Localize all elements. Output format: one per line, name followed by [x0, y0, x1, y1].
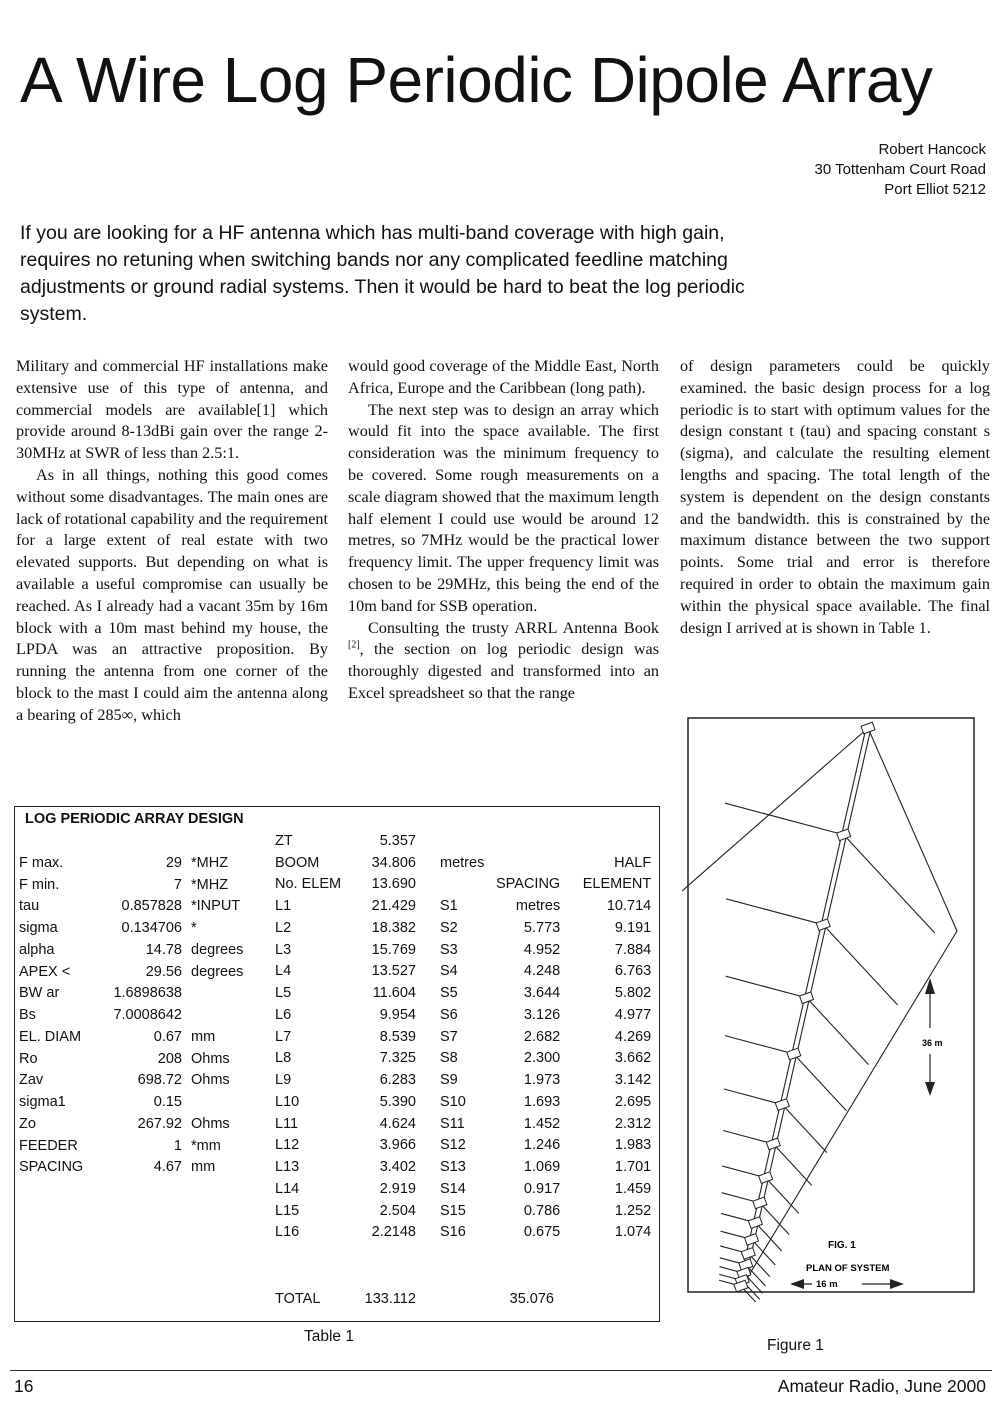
parameter-row — [19, 852, 262, 874]
spacing-value: 1.069 — [523, 1159, 561, 1176]
half-element: 9.191 — [614, 919, 652, 936]
spacing-label: S3 — [440, 941, 458, 958]
parameter-row — [19, 917, 262, 939]
support-line — [682, 728, 868, 891]
dipole-element-line — [725, 803, 844, 835]
element-length: 3.966 — [379, 1137, 416, 1154]
half-element: 3.662 — [614, 1050, 652, 1067]
spacing-label: S4 — [440, 963, 458, 980]
param-name: SPACING — [19, 1159, 84, 1176]
spacing-value: 2.682 — [523, 1028, 561, 1045]
spacing-value: 1.452 — [523, 1115, 561, 1132]
param-name: alpha — [19, 941, 55, 958]
spacing-label: S5 — [440, 985, 458, 1002]
page-number: 16 — [14, 1376, 34, 1396]
param-value: 267.92 — [137, 1115, 182, 1132]
param-name: F min. — [19, 876, 60, 893]
element-label: L11 — [275, 1115, 299, 1132]
parameter-row — [19, 1135, 262, 1157]
summary-c5: ELEMENT — [582, 876, 652, 893]
figure-1-diagram — [682, 716, 992, 1302]
element-label: L16 — [275, 1224, 300, 1241]
param-unit — [182, 983, 262, 1005]
table-title: LOG PERIODIC ARRAY DESIGN — [25, 811, 244, 827]
param-name: Bs — [19, 1007, 36, 1024]
param-value: 0.67 — [153, 1028, 182, 1045]
summary-c5: HALF — [614, 854, 652, 871]
parameter-table — [19, 852, 262, 1178]
spacing-label: S13 — [440, 1159, 466, 1176]
element-length: 18.382 — [371, 919, 416, 936]
footer-rule — [10, 1370, 992, 1371]
parameter-row — [19, 939, 262, 961]
element-label: L8 — [275, 1050, 292, 1067]
spacing-label: S9 — [440, 1072, 458, 1089]
element-row — [275, 1091, 651, 1113]
param-value: 29.56 — [145, 963, 182, 980]
summary-label: BOOM — [275, 854, 320, 871]
param-value: 29 — [165, 854, 182, 871]
width-label: 16 m — [816, 1279, 838, 1290]
insulator-box — [741, 1248, 755, 1260]
parameter-row — [19, 1004, 262, 1026]
spacing-value: 2.300 — [523, 1050, 561, 1067]
body-column-2 — [348, 356, 659, 705]
body-paragraph: As in all things, nothing this good comes without some disadvantages. The main ones are lack of rotational capability and the requirement for a large extent of real estate with two elevated supports. But depending on what is available a useful compromise can usually be reached. As I already had a vacant 35m by 16m block with a 10m mast behind my house, the LPDA was an attractive proposition. By running the antenna from one corner of the block to the mast I could aim the antenna along a bearing of 285∞, which — [16, 465, 328, 724]
body-paragraph: The next step was to design an array which would fit into the space available. The first consideration was the minimum frequency to be covered. Some rough measurements on a scale diagram showed that the maximum length half element I could use would be around 12 metres, so 7MHz would be the practical lower frequency limit. The upper frequency limit was chosen to be 29MHz, this being the end of the 10m band for SSB operation. — [348, 400, 659, 615]
design-table — [14, 806, 660, 1322]
half-element: 1.074 — [614, 1224, 652, 1241]
param-value: 698.72 — [137, 1072, 182, 1089]
param-unit: degrees — [191, 963, 244, 980]
insulator-box — [837, 829, 851, 841]
dipole-element-line — [773, 1144, 811, 1185]
element-row — [275, 1200, 651, 1222]
element-length: 2.504 — [379, 1202, 416, 1219]
element-length: 21.429 — [371, 898, 416, 915]
param-unit: *INPUT — [191, 898, 241, 915]
element-label: L5 — [275, 985, 292, 1002]
insulator-box — [766, 1138, 780, 1150]
plan-label: PLAN OF SYSTEM — [806, 1263, 890, 1274]
element-length: 7.325 — [379, 1050, 416, 1067]
summary-row — [275, 852, 651, 874]
element-row — [275, 1069, 651, 1091]
param-name: Ro — [19, 1050, 38, 1067]
element-length: 5.390 — [379, 1093, 416, 1110]
half-element: 4.977 — [614, 1006, 652, 1023]
spacing-value: 0.675 — [523, 1224, 561, 1241]
parameter-row — [19, 896, 262, 918]
element-label: L9 — [275, 1072, 292, 1089]
element-label: L1 — [275, 898, 292, 915]
param-value: 208 — [157, 1050, 182, 1067]
param-unit: degrees — [191, 941, 244, 958]
table-caption: Table 1 — [304, 1328, 354, 1345]
element-label: L6 — [275, 1006, 292, 1023]
summary-c3 — [416, 874, 496, 896]
spacing-value: 0.917 — [523, 1180, 561, 1197]
dipole-element-line — [807, 998, 869, 1065]
parameter-row — [19, 874, 262, 896]
antenna-plan-svg — [682, 716, 992, 1302]
antenna-insulators — [734, 722, 875, 1292]
element-length: 15.769 — [371, 941, 416, 958]
total-label: TOTAL — [275, 1291, 321, 1307]
dipole-element-line — [726, 899, 823, 925]
param-value: 1 — [173, 1137, 182, 1154]
element-label: L13 — [275, 1159, 300, 1176]
dipole-element-line — [782, 1105, 827, 1153]
parameter-row — [19, 1157, 262, 1179]
summary-c5 — [560, 830, 651, 852]
element-row — [275, 1135, 651, 1157]
figure-border — [688, 718, 974, 1292]
spacing-label: S15 — [440, 1202, 466, 1219]
element-length: 13.527 — [371, 963, 416, 980]
element-row — [275, 895, 651, 917]
body-paragraph: would good coverage of the Middle East, North Africa, Europe and the Caribbean (long path). — [348, 357, 659, 397]
insulator-box — [861, 722, 875, 734]
summary-value: 5.357 — [379, 832, 416, 849]
arrow-head-left-icon — [790, 1279, 804, 1289]
param-value: 14.78 — [145, 941, 182, 958]
parameter-row — [19, 983, 262, 1005]
journal-footer: Amateur Radio, June 2000 — [777, 1376, 986, 1396]
spacing-label: S10 — [440, 1093, 466, 1110]
spacing-value: 0.786 — [523, 1202, 561, 1219]
total-spacing: 35.076 — [509, 1291, 554, 1307]
author-address-line-2: Port Elliot 5212 — [884, 181, 986, 198]
summary-row — [275, 874, 651, 896]
summary-label: ZT — [275, 832, 293, 849]
element-row — [275, 1222, 651, 1244]
param-unit: Ohms — [191, 1050, 230, 1067]
fig-label: FIG. 1 — [828, 1240, 856, 1251]
body-paragraph: of design parameters could be quickly examined. the basic design process for a log periodic is to start with optimum values for the design constant t (tau) and spacing constant s (sigma), and calculate the resulting element lengths and spacing. The total length of the system is dependent on the design constants and the bandwidth. this is constrained by the maximum distance between the two support points. Some trial and error is therefore required in order to obtain the maximum gain within the physical space available. The final design I arrived at is shown in Table 1. — [680, 357, 990, 637]
param-value: 0.857828 — [121, 898, 182, 915]
element-label: L10 — [275, 1093, 300, 1110]
author-block — [815, 140, 987, 200]
spacing-value: 1.973 — [523, 1072, 561, 1089]
param-unit: * — [191, 920, 197, 937]
param-unit: *mm — [191, 1137, 221, 1154]
spacing-label: S12 — [440, 1137, 466, 1154]
spacing-value: 4.248 — [523, 963, 561, 980]
param-name: EL. DIAM — [19, 1028, 82, 1045]
dipole-element-line — [766, 1178, 799, 1214]
param-name: Zo — [19, 1115, 36, 1132]
element-table — [275, 830, 651, 1243]
param-name: Zav — [19, 1072, 44, 1089]
element-label: L15 — [275, 1202, 300, 1219]
param-name: FEEDER — [19, 1137, 78, 1154]
parameter-row — [19, 961, 262, 983]
param-unit: Ohms — [191, 1115, 230, 1132]
figure-caption: Figure 1 — [767, 1337, 824, 1354]
insulator-box — [745, 1234, 759, 1246]
parameter-row — [19, 1026, 262, 1048]
element-length: 8.539 — [379, 1028, 416, 1045]
support-line — [868, 728, 957, 931]
spacing-label: S1 — [440, 898, 458, 915]
param-name: tau — [19, 898, 40, 915]
arrow-head-right-icon — [890, 1279, 904, 1289]
body-paragraph: Military and commercial HF installations make extensive use of this type of antenna, and commercial models are available[1] which provide around 8-13dBi gain over the range 2-30MHz at SWR of less than 2.5:1. — [16, 357, 328, 463]
param-name: sigma1 — [19, 1094, 66, 1111]
element-length: 3.402 — [379, 1159, 416, 1176]
summary-c4: SPACING — [496, 876, 561, 893]
element-row — [275, 1113, 651, 1135]
element-row — [275, 1178, 651, 1200]
half-element: 5.802 — [614, 985, 652, 1002]
half-element: 1.252 — [614, 1202, 652, 1219]
param-unit: mm — [191, 1159, 216, 1176]
article-title: A Wire Log Periodic Dipole Array — [20, 44, 933, 116]
element-label: L3 — [275, 941, 292, 958]
element-length: 6.283 — [379, 1072, 416, 1089]
param-unit — [182, 1091, 262, 1113]
spacing-label: S14 — [440, 1180, 466, 1197]
param-unit — [182, 1004, 262, 1026]
param-unit: *MHZ — [191, 876, 229, 893]
element-row — [275, 961, 651, 983]
body-paragraph: Consulting the trusty ARRL Antenna Book [2], the section on log periodic design was thoroughly digested and transformed into an Excel spreadsheet so that the range — [348, 618, 659, 702]
param-unit: mm — [191, 1028, 216, 1045]
summary-label: No. ELEM — [275, 876, 342, 893]
param-value: 0.134706 — [121, 920, 182, 937]
dipole-element-line — [724, 1089, 782, 1105]
param-value: 4.67 — [153, 1159, 182, 1176]
insulator-box — [759, 1172, 773, 1184]
length-label: 36 m — [922, 1038, 943, 1048]
element-length: 2.919 — [379, 1180, 416, 1197]
author-address-line-1: 30 Tottenham Court Road — [814, 161, 986, 178]
half-element: 1.701 — [614, 1159, 652, 1176]
insulator-box — [800, 992, 814, 1004]
spacing-value: 3.644 — [523, 985, 561, 1002]
half-element: 6.763 — [614, 963, 652, 980]
half-element: 1.983 — [614, 1137, 652, 1154]
param-unit: Ohms — [191, 1072, 230, 1089]
param-unit: *MHZ — [191, 854, 229, 871]
half-element: 3.142 — [614, 1072, 652, 1089]
spacing-value: 5.773 — [523, 919, 561, 936]
dipole-element-line — [760, 1203, 789, 1235]
insulator-box — [753, 1197, 767, 1209]
body-column-1 — [16, 356, 328, 727]
half-element: 2.695 — [614, 1093, 652, 1110]
element-row — [275, 1048, 651, 1070]
summary-c3: metres — [440, 854, 485, 871]
spacing-label: S16 — [440, 1224, 466, 1241]
param-name: BW ar — [19, 985, 60, 1002]
element-row — [275, 1156, 651, 1178]
element-length: 2.2148 — [371, 1224, 416, 1241]
param-value: 1.6898638 — [113, 985, 182, 1002]
dipole-element-line — [725, 1036, 794, 1054]
dipole-element-line — [823, 925, 897, 1005]
element-row — [275, 1004, 651, 1026]
spacing-label: S7 — [440, 1028, 458, 1045]
half-element: 2.312 — [614, 1115, 652, 1132]
element-label: L4 — [275, 963, 292, 980]
summary-row — [275, 830, 651, 852]
insulator-box — [787, 1048, 801, 1060]
dipole-element-line — [794, 1054, 847, 1111]
spacing-label: S8 — [440, 1050, 458, 1067]
element-row — [275, 917, 651, 939]
spacing-value: metres — [515, 898, 561, 915]
parameter-row — [19, 1091, 262, 1113]
half-element: 1.459 — [614, 1180, 652, 1197]
param-value: 7 — [173, 876, 182, 893]
parameter-row — [19, 1048, 262, 1070]
support-line — [740, 931, 957, 1290]
element-label: L14 — [275, 1180, 300, 1197]
element-row — [275, 1026, 651, 1048]
arrow-head-down-icon — [925, 1082, 935, 1096]
element-row — [275, 982, 651, 1004]
parameter-row — [19, 1070, 262, 1092]
element-label: L7 — [275, 1028, 292, 1045]
summary-c3 — [416, 830, 496, 852]
element-label: L2 — [275, 919, 292, 936]
element-label: L12 — [275, 1137, 300, 1154]
spacing-label: S11 — [440, 1115, 465, 1132]
author-name: Robert Hancock — [878, 141, 986, 158]
summary-value: 34.806 — [371, 854, 416, 871]
insulator-box — [775, 1099, 789, 1111]
half-element: 10.714 — [606, 898, 652, 915]
spacing-value: 4.952 — [523, 941, 561, 958]
summary-value: 13.690 — [371, 876, 416, 893]
half-element: 4.269 — [614, 1028, 652, 1045]
spacing-value: 3.126 — [523, 1006, 561, 1023]
element-length: 4.624 — [379, 1115, 416, 1132]
param-value: 7.0008642 — [113, 1007, 182, 1024]
spacing-value: 1.693 — [523, 1093, 561, 1110]
total-length: 133.112 — [364, 1291, 416, 1307]
element-row — [275, 939, 651, 961]
insulator-box — [748, 1217, 762, 1229]
param-name: APEX < — [19, 963, 71, 980]
parameter-row — [19, 1113, 262, 1135]
antenna-elements — [682, 728, 957, 1302]
summary-c4 — [496, 830, 560, 852]
summary-c4 — [496, 852, 560, 874]
dipole-element-line — [726, 976, 807, 998]
param-value: 0.15 — [153, 1094, 182, 1111]
spacing-label: S6 — [440, 1006, 458, 1023]
intro-paragraph: If you are looking for a HF antenna which has multi-band coverage with high gain, requires no retuning when switching bands nor any complicated feedline matching adjustments or ground radial systems. Then it would be hard to beat the log periodic system. — [20, 222, 745, 325]
element-length: 9.954 — [379, 1006, 416, 1023]
half-element: 7.884 — [614, 941, 652, 958]
element-length: 11.604 — [372, 985, 416, 1002]
body-column-3 — [680, 356, 990, 639]
spacing-label: S2 — [440, 919, 458, 936]
insulator-box — [816, 919, 830, 931]
param-name: sigma — [19, 920, 58, 937]
param-name: F max. — [19, 854, 64, 871]
spacing-value: 1.246 — [523, 1137, 561, 1154]
